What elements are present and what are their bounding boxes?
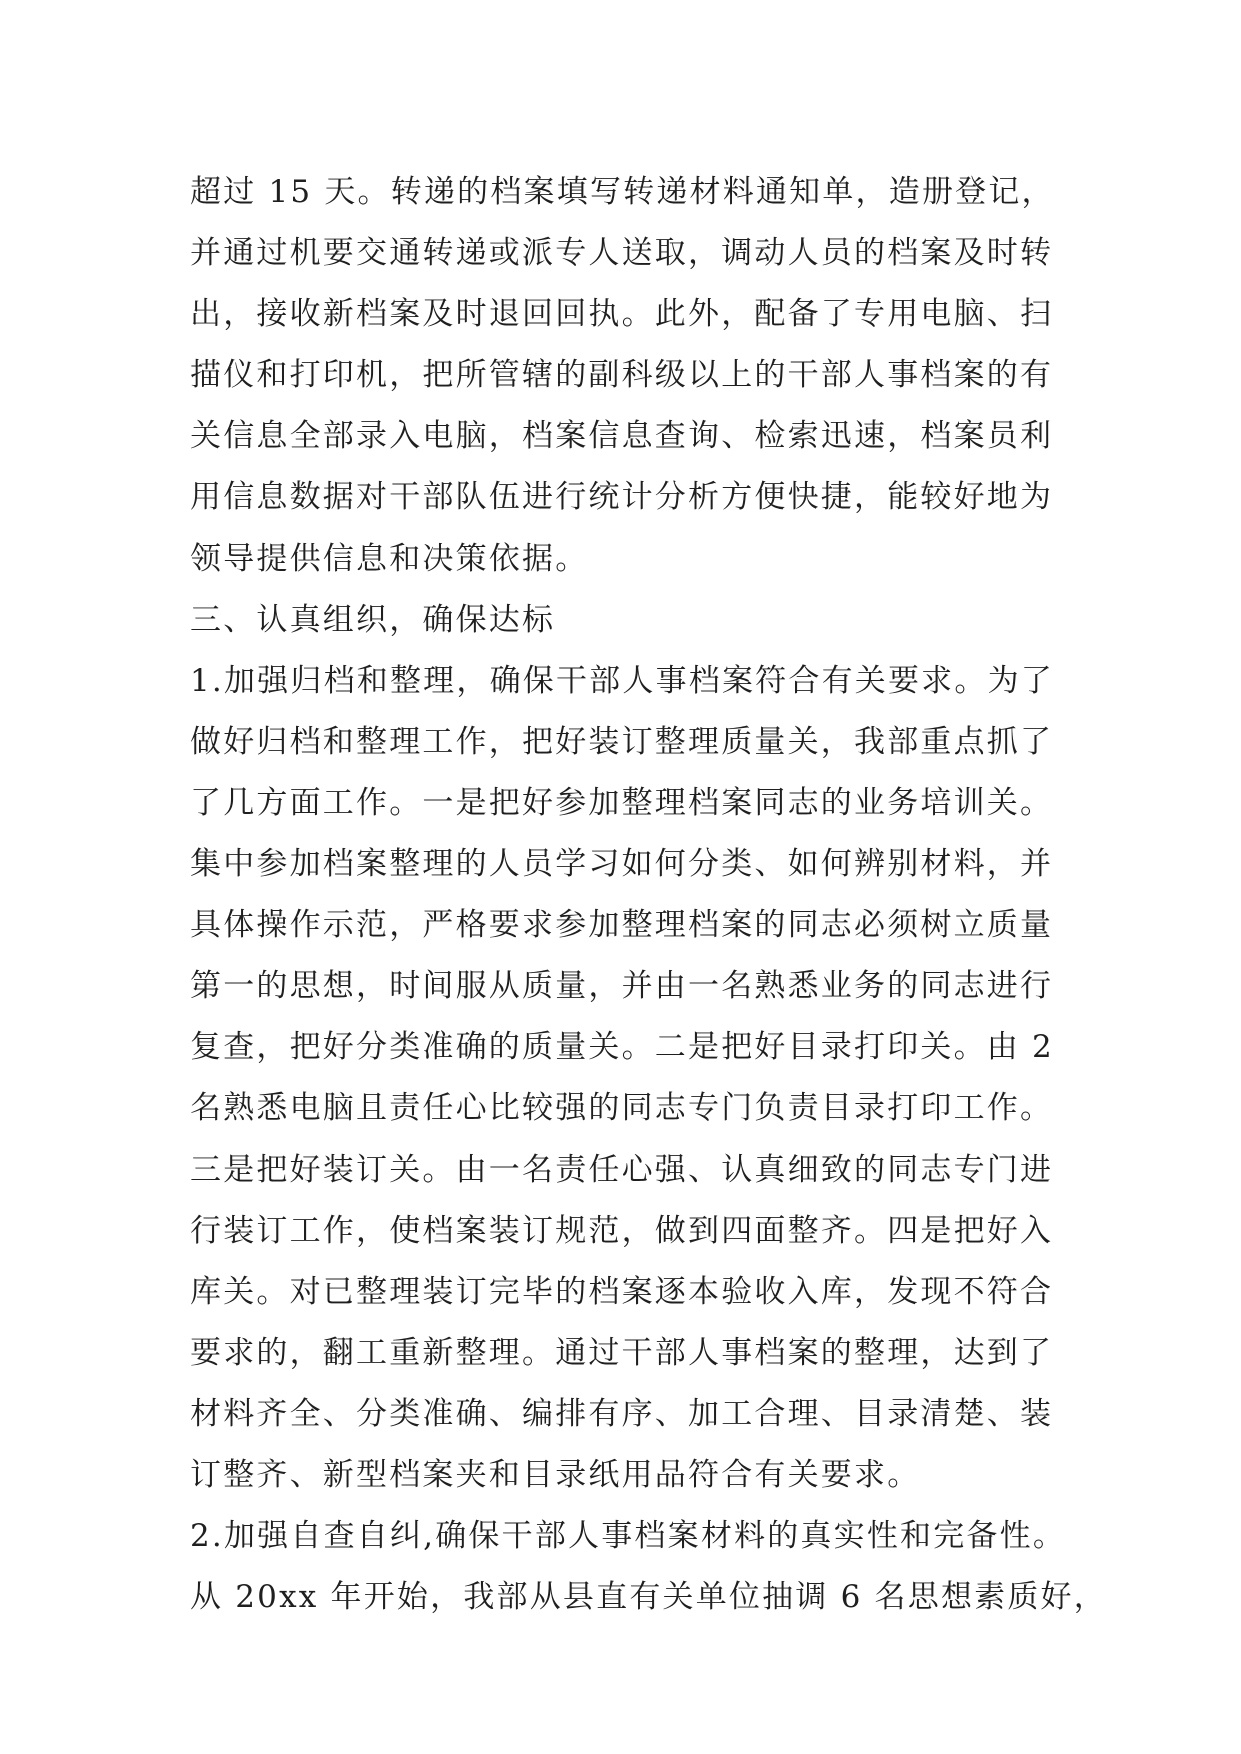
text-line: 库关。对已整理装订完毕的档案逐本验收入库，发现不符合 [190, 1273, 1054, 1310]
text-line: 要求的，翻工重新整理。通过干部人事档案的整理，达到了 [190, 1334, 1054, 1371]
text-line: 领导提供信息和决策依据。 [190, 540, 589, 577]
text-line: 了几方面工作。一是把好参加整理档案同志的业务培训关。 [190, 784, 1054, 821]
text-line: 行装订工作，使档案装订规范，做到四面整齐。四是把好入 [190, 1212, 1054, 1249]
section-heading: 三、认真组织，确保达标 [190, 601, 556, 638]
text-line: 关信息全部录入电脑，档案信息查询、检索迅速，档案员利 [190, 418, 1054, 455]
text-line: 描仪和打印机，把所管辖的副科级以上的干部人事档案的有 [190, 357, 1054, 394]
text-line: 1.加强归档和整理，确保干部人事档案符合有关要求。为了 [190, 662, 1054, 699]
text-line: 出，接收新档案及时退回回执。此外，配备了专用电脑、扫 [190, 296, 1054, 333]
text-line: 2.加强自查自纠,确保干部人事档案材料的真实性和完备性。 [190, 1518, 1067, 1555]
text-line: 名熟悉电脑且责任心比较强的同志专门负责目录打印工作。 [190, 1090, 1054, 1127]
text-line: 并通过机要交通转递或派专人送取，调动人员的档案及时转 [190, 235, 1054, 272]
text-line: 从 20xx 年开始，我部从县直有关单位抽调 6 名思想素质好， [190, 1579, 1107, 1616]
text-line: 三是把好装订关。由一名责任心强、认真细致的同志专门进 [190, 1151, 1054, 1188]
text-line: 集中参加档案整理的人员学习如何分类、如何辨别材料，并 [190, 846, 1054, 883]
text-line: 复查，把好分类准确的质量关。二是把好目录打印关。由 2 [190, 1029, 1054, 1066]
text-line: 具体操作示范，严格要求参加整理档案的同志必须树立质量 [190, 907, 1054, 944]
text-line: 超过 15 天。转递的档案填写转递材料通知单，造册登记， [190, 174, 1055, 210]
text-line: 材料齐全、分类准确、编排有序、加工合理、目录清楚、装 [190, 1395, 1054, 1432]
text-line: 做好归档和整理工作，把好装订整理质量关，我部重点抓了 [190, 723, 1054, 760]
text-line: 用信息数据对干部队伍进行统计分析方便快捷，能较好地为 [190, 479, 1054, 516]
text-line: 订整齐、新型档案夹和目录纸用品符合有关要求。 [190, 1456, 921, 1493]
text-line: 第一的思想，时间服从质量，并由一名熟悉业务的同志进行 [190, 968, 1054, 1005]
body-text [190, 162, 1107, 1628]
